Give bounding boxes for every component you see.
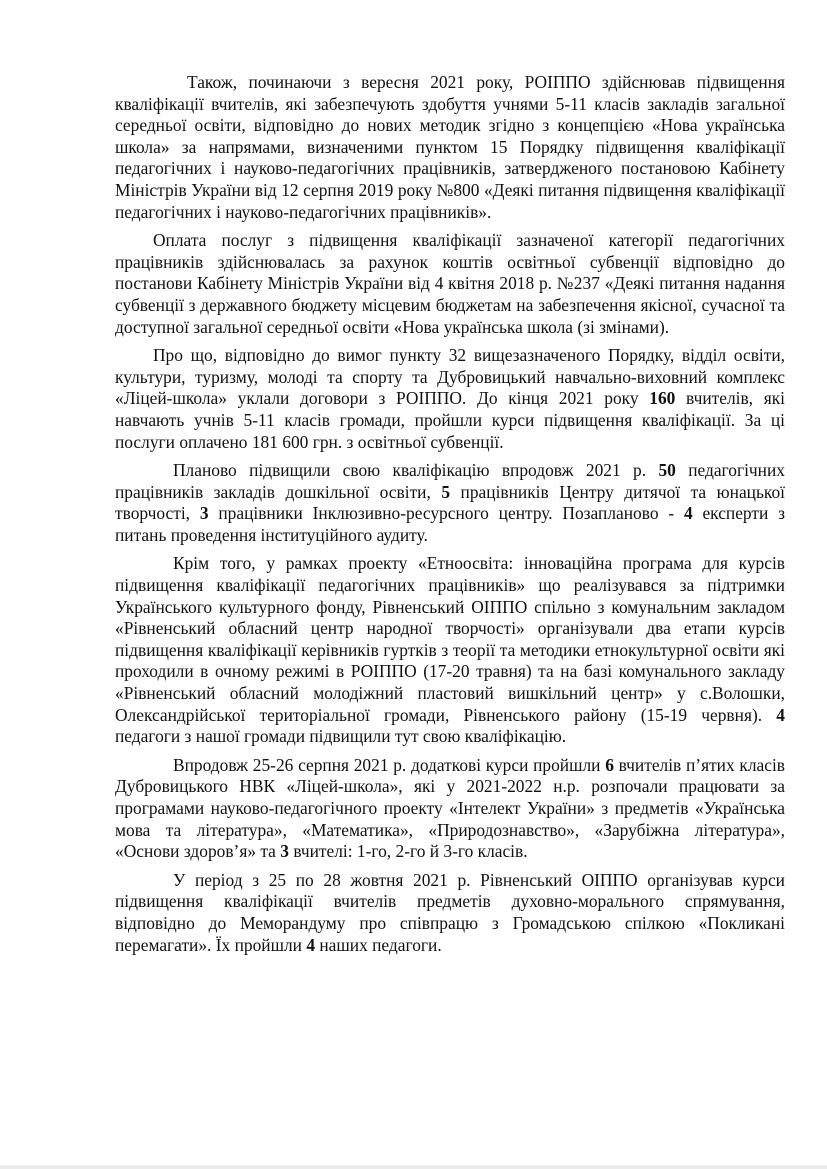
bold-number: 3 bbox=[280, 841, 289, 862]
bold-number: 4 bbox=[306, 934, 316, 955]
paragraph-text: вчителів, які навчають учнів 5-11 класів громади, пройшли курси підвищення кваліфікації. За ці послуги оплачено 181 600 грн. з освітньої субвенції. bbox=[115, 388, 785, 452]
bold-number: 3 bbox=[199, 503, 209, 524]
paragraph-text: Про що, відповідно до вимог пункту 32 вищезазначеного Порядку, відділ освіти, культури, туризму, молоді та спорту та Дубровицький навчально-виховний комплекс «Ліцей-школа» уклали договори з РОІППО. До кінця 2021 року bbox=[115, 345, 785, 409]
paragraph-spiritual-moral bbox=[115, 870, 785, 956]
paragraph-text: працівників Центру дитячої та юнацької творчості, bbox=[115, 481, 785, 524]
paragraph-ethno-education bbox=[115, 553, 785, 747]
paragraph-text: вчителів п’ятих класів Дубровицького НВК «Ліцей-школа», які у 2021-2022 н.р. розпочали працювати за програмами науково-педагогічного проекту «Інтелект України» з предметів «Українська мова та література», «Математика», «Природознавство», «Зарубіжна література», «Основи здоров’я» та bbox=[115, 754, 785, 862]
bold-number: 50 bbox=[658, 460, 676, 481]
paragraph-text: експерти з питань проведення інституційного аудиту. bbox=[115, 503, 785, 545]
bold-number: 160 bbox=[649, 388, 676, 409]
paragraph-contracts bbox=[115, 345, 785, 453]
document-body bbox=[115, 72, 785, 956]
bold-number: 5 bbox=[441, 481, 451, 502]
paragraph-text: наших педагоги. bbox=[315, 934, 442, 955]
bold-number: 4 bbox=[683, 503, 693, 524]
bold-number: 4 bbox=[776, 704, 785, 725]
paragraph-planned-training bbox=[115, 460, 785, 546]
paragraph-text: Оплата послуг з підвищення кваліфікації зазначеної категорії педагогічних працівників здійснювалась за рахунок коштів освітньої субвенції відповідно до постанови Кабінету Міністрів України від 4 квітня 2018 р. №237 «Деякі питання надання субвенції з державного бюджету місцевим бюджетам на забезпечення якісної, сучасної та доступної загальної середньої освіти «Нова українська школа (зі змінами). bbox=[115, 230, 785, 337]
paragraph-text: У період з 25 по 28 жовтня 2021 р. Рівненський ОІППО організував курси підвищення кваліфікації вчителів предметів духовно-морального спрямування, відповідно до Меморандуму про співпрацю з Громадською спілкою «Покликані перемагати». Їх пройшли bbox=[115, 869, 785, 955]
paragraph-payment bbox=[115, 230, 785, 338]
paragraph-text: педагоги з нашої громади підвищили тут свою кваліфікацію. bbox=[115, 726, 567, 747]
paragraph-text: Також, починаючи з вересня 2021 року, РОІППО здійснював підвищення кваліфікації вчителів, які забезпечують здобуття учнями 5-11 класів закладів загальної середньої освіти, відповідно до нових методик згідно з концепцією «Нова українська школа» за напрямами, визначеними пунктом 15 Порядку підвищення кваліфікації педагогічних і науково-педагогічних працівників, затвердженого постановою Кабінету Міністрів України від 12 серпня 2019 року №800 «Деякі питання підвищення кваліфікації педагогічних і науково-педагогічних працівників». bbox=[115, 72, 785, 222]
paragraph-retraining-nus bbox=[115, 72, 785, 223]
scan-edge-strip bbox=[0, 1165, 827, 1169]
paragraph-text: працівники Інклюзивно-ресурсного центру. Позапланово - bbox=[208, 503, 684, 524]
paragraph-text: Планово підвищили свою кваліфікацію впродовж 2021 р. bbox=[173, 460, 659, 481]
paragraph-intellect-ukraine bbox=[115, 755, 785, 863]
paragraph-text: вчителі: 1-го, 2-го й 3-го класів. bbox=[288, 841, 528, 862]
bold-number: 6 bbox=[605, 754, 614, 775]
paragraph-text: Крім того, у рамках проекту «Етноосвіта: інноваційна програма для курсів підвищення кваліфікації педагогічних працівників» що реалізувався за підтримки Українського культурного фонду, Рівненський ОІППО спільно з комунальним закладом «Рівненський обласний центр народної творчості» організували два етапи курсів підвищення кваліфікації керівників гуртків з теорії та методики етнокультурної освіти які проходили в очному режимі в РОІППО (17-20 травня) та на базі комунального закладу «Рівненський обласний молодіжний пластовий вишкільний центр» у с.Волошки, Олександрійської територіальної громади, Рівненського району (15-19 червня). bbox=[115, 553, 785, 725]
paragraph-text: Впродовж 25-26 серпня 2021 р. додаткові курси пройшли bbox=[173, 754, 606, 775]
paragraph-text: педагогічних працівників закладів дошкільної освіти, bbox=[115, 460, 785, 502]
